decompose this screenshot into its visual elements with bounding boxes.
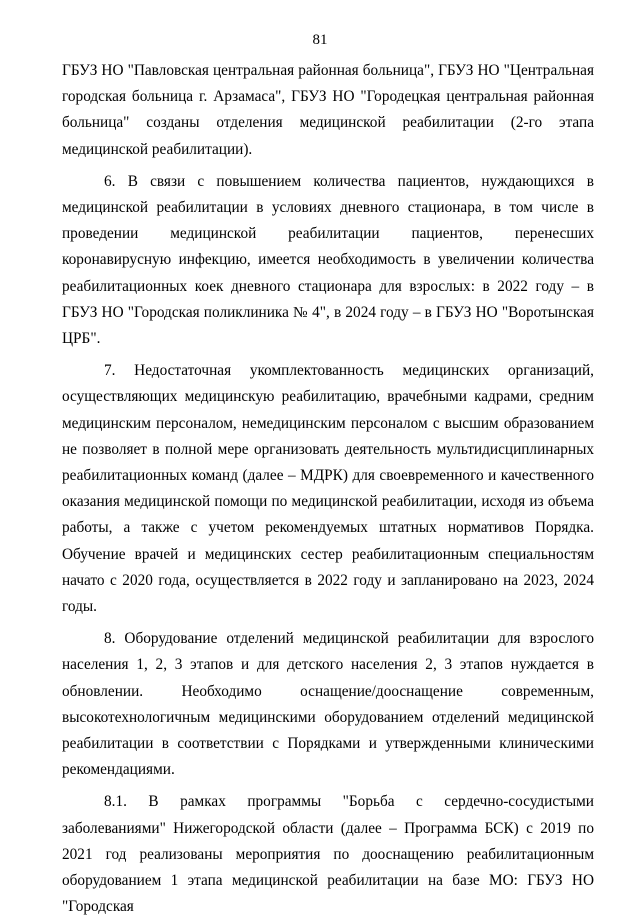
paragraph-6: 6. В связи с повышением количества пациентов, нуждающихся в медицинской реабилитации в условиях дневного стационара, в том числе в проведении медицинской реабилитации пациентов, перенесших коронавирусную инфекцию, имеется необходимость в увеличении количества реабилитационных коек дневного стационара для взрослых: в 2022 году – в ГБУЗ НО "Городская поликлиника № 4", в 2024 году – в ГБУЗ НО "Воротынская ЦРБ". bbox=[62, 172, 594, 348]
paragraph-8: 8. Оборудование отделений медицинской реабилитации для взрослого населения 1, 2, 3 этапов и для детского населения 2, 3 этапов нуждается в обновлении. Необходимо оснащение/дооснащение современным, высокотехнологичным медицинскими оборудованием отделений медицинской реабилитации в соответствии с Порядками и утвержденными клиническими рекомендациями. bbox=[62, 630, 594, 779]
paragraph-continuation: ГБУЗ НО "Павловская центральная районная больница", ГБУЗ НО "Центральная городская больница г. Арзамаса", ГБУЗ НО "Городецкая центральная районная больница" созданы отделения медицинской реабилитации (2-го этапа медицинской реабилитации). bbox=[62, 62, 594, 158]
document-body bbox=[62, 58, 594, 921]
paragraph-7: 7. Недостаточная укомплектованность медицинских организаций, осуществляющих медицинскую реабилитацию, врачебными кадрами, средним медицинским персоналом, немедицинским персоналом с высшим образованием не позволяет в полной мере организовать деятельность мультидисциплинарных реабилитационных команд (далее – МДРК) для своевременного и качественного оказания медицинской помощи по медицинской реабилитации, исходя из объема работы, а также с учетом рекомендуемых штатных нормативов Порядка. Обучение врачей и медицинских сестер реабилитационным специальностям начато с 2020 года, осуществляется в 2022 году и запланировано на 2023, 2024 годы. bbox=[62, 362, 594, 616]
paragraph-8-1: 8.1. В рамках программы "Борьба с сердечно-сосудистыми заболеваниями" Нижегородской области (далее – Программа БСК) с 2019 по 2021 год реализованы мероприятия по дооснащению реабилитационным оборудованием 1 этапа медицинской реабилитации на базе МО: ГБУЗ НО "Городская bbox=[62, 793, 594, 916]
page-number: 81 bbox=[312, 32, 328, 48]
